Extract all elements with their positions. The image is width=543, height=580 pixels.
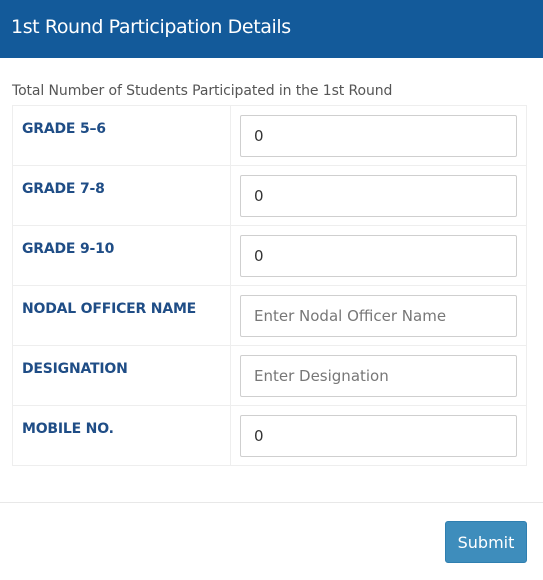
designation-input[interactable]: [240, 355, 517, 397]
footer-divider: [0, 502, 543, 503]
form-subtitle: Total Number of Students Participated in the 1st Round: [12, 83, 393, 99]
mobile-no-label: MOBILE NO.: [22, 421, 114, 437]
grade-9-10-label: GRADE 9-10: [22, 241, 115, 257]
grade-7-8-input[interactable]: [240, 175, 517, 217]
panel-header: [0, 0, 543, 58]
nodal-officer-name-label: NODAL OFFICER NAME: [22, 301, 197, 317]
mobile-no-input[interactable]: [240, 415, 517, 457]
grade-9-10-input[interactable]: [240, 235, 517, 277]
designation-label: DESIGNATION: [22, 361, 128, 377]
grade-5-6-label: GRADE 5–6: [22, 121, 106, 137]
grade-5-6-input[interactable]: [240, 115, 517, 157]
form-row-grade-5-6: [13, 106, 527, 166]
form-row-grade-7-8: [13, 166, 527, 226]
form-row-grade-9-10: [13, 226, 527, 286]
form-row-designation: [13, 346, 527, 406]
form-row-mobile: [13, 406, 527, 466]
participation-form-table: [12, 105, 527, 466]
form-row-nodal-officer: [13, 286, 527, 346]
submit-button[interactable]: Submit: [445, 521, 527, 563]
nodal-officer-name-input[interactable]: [240, 295, 517, 337]
panel-title: 1st Round Participation Details: [11, 16, 291, 38]
grade-7-8-label: GRADE 7-8: [22, 181, 105, 197]
